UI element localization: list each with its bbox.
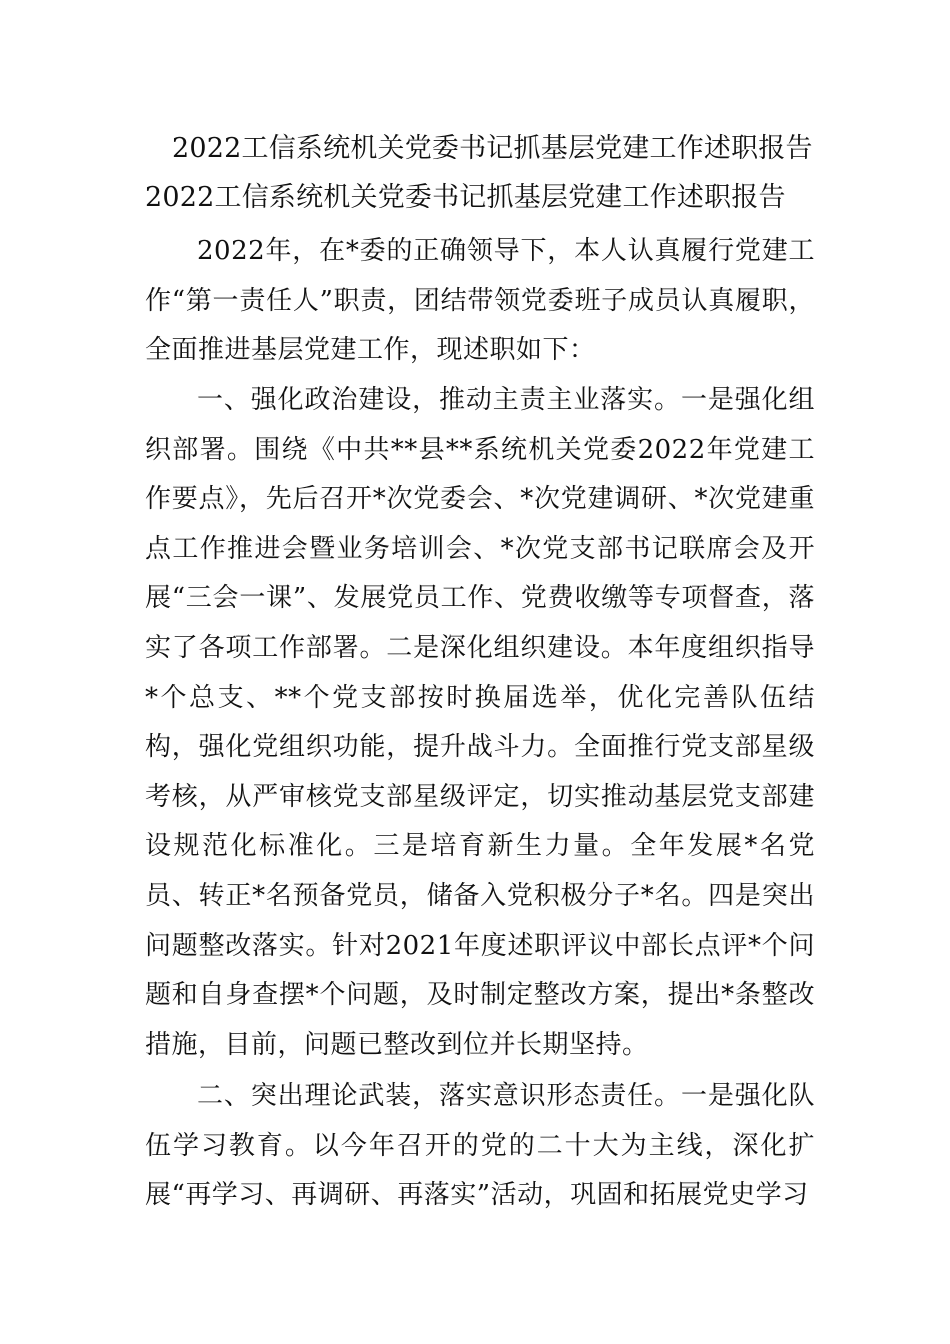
- document-title: 2022工信系统机关党委书记抓基层党建工作述职报告: [172, 133, 813, 164]
- paragraph-section-two: [145, 1072, 815, 1221]
- paragraph-text: 一、强化政治建设，推动主责主业落实。一是强化组织部署。围绕《中共**县**系统机关党委2022年党建工作要点》，先后召开*次党委会、*次党建调研、*次党建重点工作推进会暨业务培训会、*次党支部书记联席会及开展“三会一课”、发展党员工作、党费收缴等专项督查，落实了各项工作部署。二是深化组织建设。本年度组织指导*个总支、**个党支部按时换届选举，优化完善队伍结构，强化党组织功能，提升战斗力。全面推行党支部星级考核，从严审核党支部星级评定，切实推动基层党支部建设规范化标准化。三是培育新生力量。全年发展*名党员、转正*名预备党员，储备入党积极分子*名。四是突出问题整改落实。针对2021年度述职评议中部长点评*个问题和自身查摆*个问题，及时制定整改方案，提出*条整改措施，目前，问题已整改到位并长期坚持。: [145, 385, 815, 1060]
- paragraph-section-one: [145, 376, 815, 1070]
- paragraph-text: 2022年，在*委的正确领导下，本人认真履行党建工作“第一责任人”职责，团结带领党委班子成员认真履职，全面推进基层党建工作，现述职如下：: [145, 236, 815, 366]
- document-subtitle: 2022工信系统机关党委书记抓基层党建工作述职报告: [145, 182, 786, 213]
- paragraph-intro: [145, 227, 815, 376]
- paragraph-text: 二、突出理论武装，落实意识形态责任。一是强化队伍学习教育。以今年召开的党的二十大为主线，深化扩展“再学习、再调研、再落实”活动，巩固和拓展党史学习: [145, 1081, 815, 1211]
